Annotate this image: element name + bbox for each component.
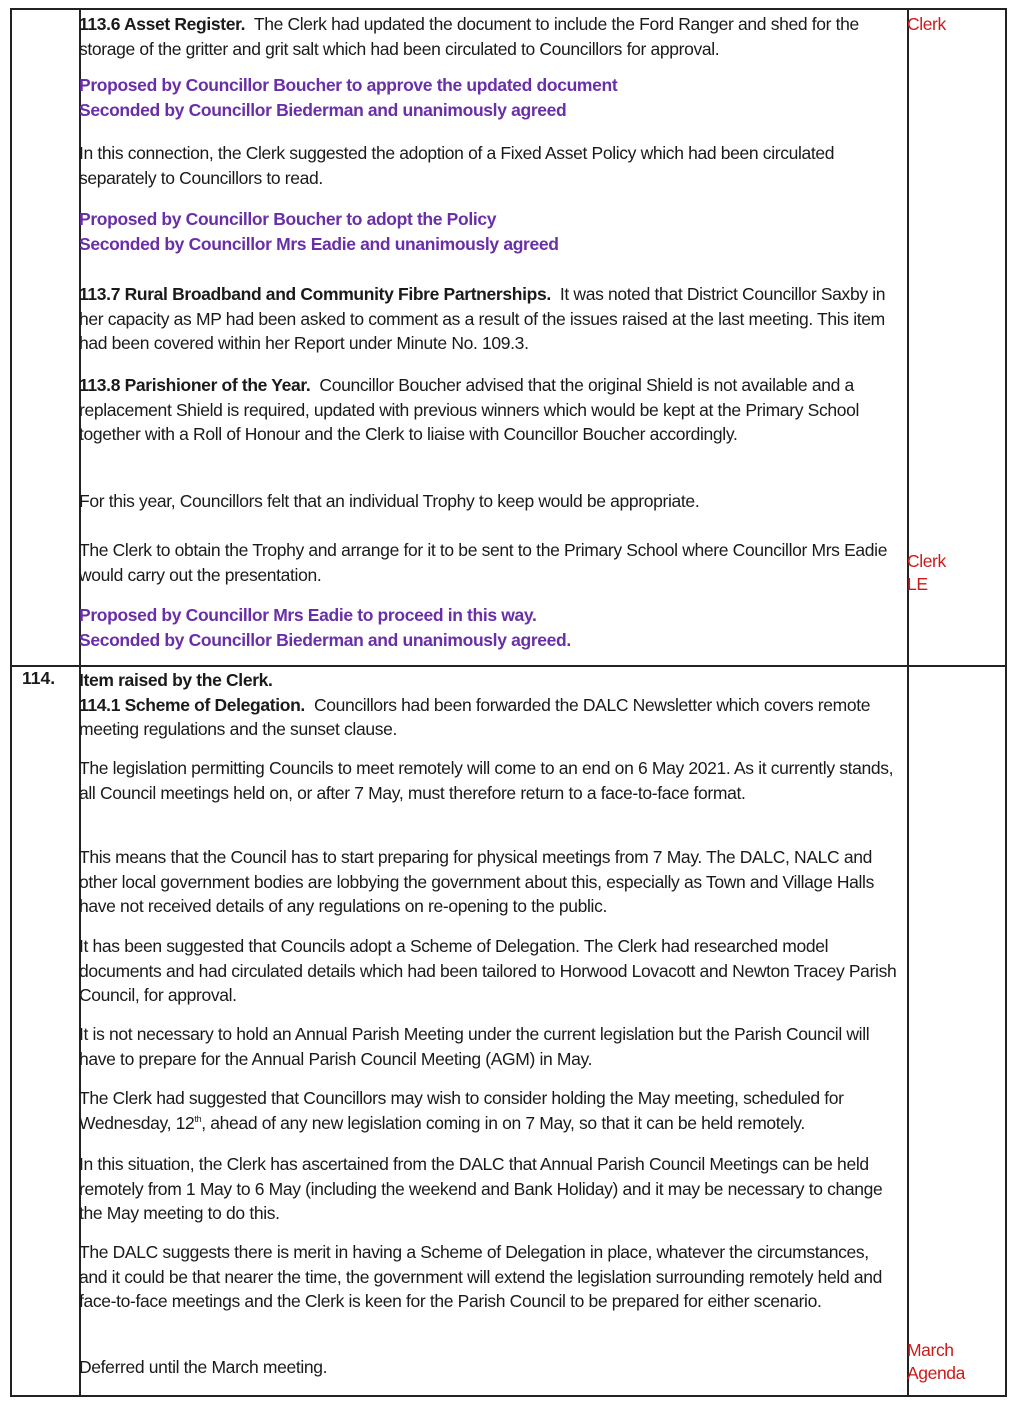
action-label: LE bbox=[907, 574, 928, 594]
action-march-agenda bbox=[907, 1339, 965, 1385]
paragraph-dalc-suggests bbox=[79, 1240, 901, 1314]
section-title: Item raised by the Clerk. bbox=[79, 670, 273, 690]
motion-seconded: Seconded by Councillor Biederman and unanimously agreed. bbox=[79, 629, 571, 650]
motion-adopt-policy bbox=[79, 207, 901, 256]
paragraph-text: The Clerk had suggested that Councillors may wish to consider holding the May meeting, scheduled for Wednesday, 12 bbox=[79, 1088, 844, 1133]
paragraph-scheme-delegation bbox=[79, 934, 901, 1008]
row-divider bbox=[12, 665, 1005, 667]
item-text: The Clerk had updated the document to include the Ford Ranger and shed for the storage of the gritter and grit salt which had been circulated to Councillors for approval. bbox=[79, 14, 859, 59]
paragraph-text: This means that the Council has to start preparing for physical meetings from 7 May. The DALC, NALC and other local government bodies are lobbying the government about this, especially as Town and Village Halls have not received details of any regulations on re-opening to the public. bbox=[79, 847, 874, 916]
item-heading: 113.7 Rural Broadband and Community Fibre Partnerships. bbox=[79, 284, 551, 304]
motion-proposed: Proposed by Councillor Mrs Eadie to proceed in this way. bbox=[79, 605, 537, 625]
item-114-header bbox=[79, 668, 901, 742]
column-divider-right bbox=[907, 10, 909, 1395]
action-label: Clerk bbox=[907, 14, 946, 34]
paragraph-annual-meeting bbox=[79, 1022, 901, 1071]
action-label: Agenda bbox=[907, 1363, 965, 1383]
paragraph-deferred bbox=[79, 1355, 901, 1380]
paragraph-text: It has been suggested that Councils adopt a Scheme of Delegation. The Clerk had researched model documents and had circulated details which had been tailored to Horwood Lovacott and Newton Tracey Parish Council, for approval. bbox=[79, 936, 897, 1005]
action-clerk-le bbox=[907, 550, 946, 596]
motion-proposed: Proposed by Councillor Boucher to approve the updated document bbox=[79, 75, 618, 95]
ordinal-suffix: th bbox=[194, 1113, 202, 1124]
motion-proposed: Proposed by Councillor Boucher to adopt the Policy bbox=[79, 209, 497, 229]
paragraph-text: In this situation, the Clerk has ascertained from the DALC that Annual Parish Council Meetings can be held remotely from 1 May to 6 May (including the weekend and Bank Holiday) and it may be necessary to change the May meeting to do this. bbox=[79, 1154, 883, 1223]
motion-proceed bbox=[79, 603, 901, 652]
paragraph-may-meeting bbox=[79, 1086, 901, 1135]
item-113-7 bbox=[79, 282, 901, 356]
paragraph-text: For this year, Councillors felt that an individual Trophy to keep would be appropriate. bbox=[79, 491, 700, 511]
item-113-6 bbox=[79, 12, 901, 61]
item-text: Councillors had been forwarded the DALC Newsletter which covers remote meeting regulations and the sunset clause. bbox=[79, 694, 871, 739]
paragraph-text: The DALC suggests there is merit in having a Scheme of Delegation in place, whatever the circumstances, and it could be that nearer the time, the government will extend the legislation surrounding remotely held and face-to-face meetings and the Clerk is keen for the Parish Council to be prepared for either scenario. bbox=[79, 1242, 882, 1311]
paragraph-text: It is not necessary to hold an Annual Parish Meeting under the current legislation but the Parish Council will have to prepare for the Annual Parish Council Meeting (AGM) in May. bbox=[79, 1024, 870, 1069]
action-clerk-asset bbox=[907, 13, 946, 36]
paragraph-text: Deferred until the March meeting. bbox=[79, 1357, 328, 1377]
item-number: 114. bbox=[22, 668, 56, 688]
paragraph-physical-meetings bbox=[79, 845, 901, 919]
item-heading: 114.1 Scheme of Delegation. bbox=[79, 694, 305, 715]
item-text: It was noted that District Councillor Saxby in her capacity as MP had been asked to comment as a result of the issues raised at the last meeting. This item had been covered within her Report under Minute No. 109.3. bbox=[79, 284, 886, 353]
paragraph-fixed-asset-policy bbox=[79, 141, 901, 190]
item-text: Councillor Boucher advised that the original Shield is not available and a replacement Shield is required, updated with previous winners which would be kept at the Primary School together with a Roll of Honour and the Clerk to liaise with Councillor Boucher accordingly. bbox=[79, 375, 860, 444]
paragraph-trophy bbox=[79, 489, 901, 514]
item-heading: 113.6 Asset Register. bbox=[79, 14, 246, 34]
item-heading: 113.8 Parishioner of the Year. bbox=[79, 375, 311, 395]
paragraph-text: The legislation permitting Councils to meet remotely will come to an end on 6 May 2021. As it currently stands, all Council meetings held on, or after 7 May, must therefore return to a face-to-face format. bbox=[79, 758, 894, 803]
paragraph-text: The Clerk to obtain the Trophy and arrange for it to be sent to the Primary School where Councillor Mrs Eadie would carry out the presentation. bbox=[79, 540, 888, 585]
paragraph-presentation bbox=[79, 538, 901, 587]
motion-seconded: Seconded by Councillor Biederman and unanimously agreed bbox=[79, 99, 567, 120]
item-113-8 bbox=[79, 373, 901, 447]
motion-seconded: Seconded by Councillor Mrs Eadie and unanimously agreed bbox=[79, 233, 559, 254]
paragraph-text: In this connection, the Clerk suggested the adoption of a Fixed Asset Policy which had been circulated separately to Councillors to read. bbox=[79, 143, 835, 188]
motion-approve-document bbox=[79, 73, 901, 122]
paragraph-legislation bbox=[79, 756, 901, 805]
paragraph-remote-agm bbox=[79, 1152, 901, 1226]
action-label: Clerk bbox=[907, 551, 946, 571]
paragraph-text-cont: , ahead of any new legislation coming in on 7 May, so that it can be held remotely. bbox=[201, 1112, 805, 1133]
action-label: March bbox=[907, 1340, 954, 1360]
